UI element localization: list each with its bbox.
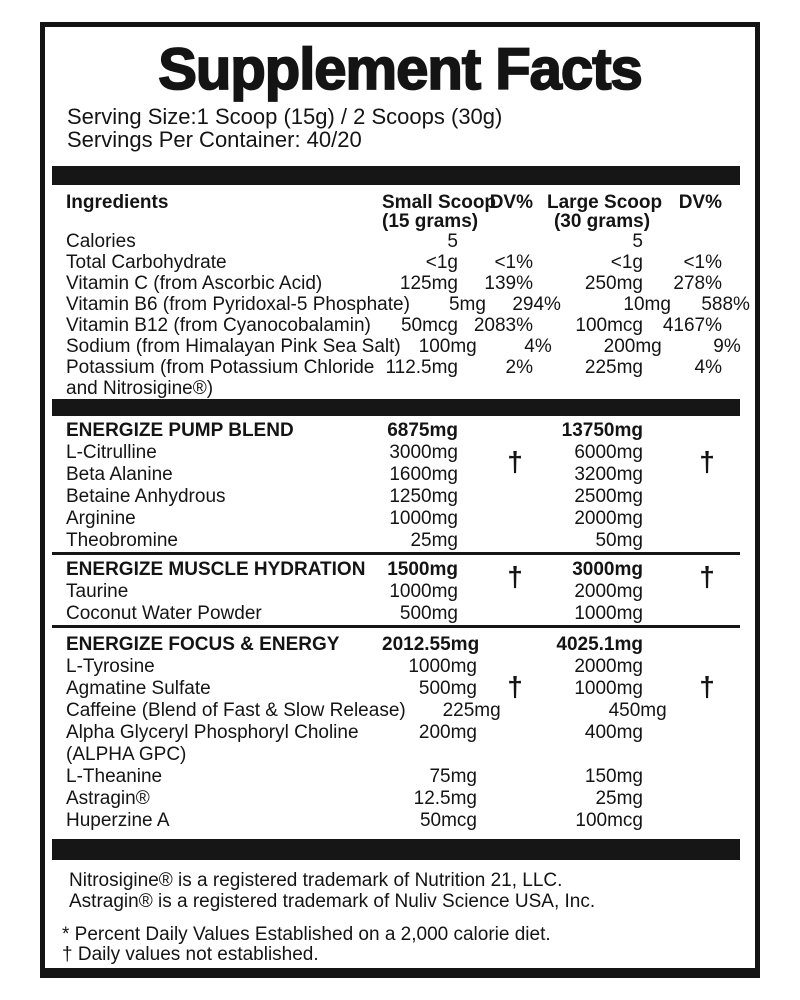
large-scoop-amount: 6000mg	[574, 442, 643, 463]
blend-header-row	[45, 559, 755, 581]
small-scoop-amount: 200mg	[418, 722, 477, 743]
blend-item-row	[45, 508, 755, 530]
small-scoop-amount: 1000mg	[408, 656, 477, 677]
large-scoop-amount: 25mg	[595, 788, 643, 809]
blend-title: ENERGIZE PUMP BLEND	[66, 420, 294, 441]
large-scoop-amount: 1000mg	[574, 678, 643, 699]
table-header-row	[45, 193, 755, 231]
table-row	[45, 336, 755, 357]
small-scoop-amount: 1000mg	[389, 508, 458, 529]
table-row	[45, 252, 755, 273]
small-scoop-dv: 2%	[505, 357, 533, 378]
blend-header-row	[45, 420, 755, 442]
section-divider-bar-bottom	[52, 839, 740, 860]
nutrient-name	[66, 294, 410, 315]
small-scoop-amount: <1g	[425, 252, 458, 273]
blend-item-row	[45, 810, 755, 832]
small-scoop-amount: 1600mg	[389, 464, 458, 485]
blend-small-total: 1500mg	[387, 559, 458, 580]
large-scoop-dv: 4%	[694, 357, 722, 378]
ingredient-name-text: Alpha Glyceryl Phosphoryl Choline	[66, 722, 359, 743]
ingredient-name: L-Citrulline	[66, 442, 157, 463]
nutrient-name-text: Total Carbohydrate	[66, 252, 227, 273]
dagger-icon: †	[507, 446, 523, 477]
blend-item-row	[45, 722, 755, 766]
large-scoop-amount: 2000mg	[574, 581, 643, 602]
nutrient-name-text: Vitamin C (from Ascorbic Acid)	[66, 273, 323, 294]
large-scoop-dv: <1%	[683, 252, 722, 273]
table-row	[45, 273, 755, 294]
ingredient-name: Taurine	[66, 581, 129, 602]
small-scoop-amount: 5	[447, 231, 458, 252]
nutrient-name	[66, 315, 382, 336]
small-scoop-dv: 2083%	[473, 315, 533, 336]
blend-item-row	[45, 486, 755, 508]
nutrient-name	[66, 336, 401, 357]
small-scoop-amount: 100mg	[418, 336, 477, 357]
large-scoop-amount: 50mg	[595, 530, 643, 551]
ingredient-name: Betaine Anhydrous	[66, 486, 226, 507]
large-scoop-amount: 1000mg	[574, 603, 643, 624]
large-scoop-amount: 200mg	[603, 336, 662, 357]
dagger-icon: †	[699, 671, 715, 702]
blend-header-row	[45, 634, 755, 656]
large-scoop-amount: 2500mg	[574, 486, 643, 507]
section-divider-bar-top	[52, 166, 740, 185]
dagger-icon: †	[699, 561, 715, 592]
serving-info	[67, 105, 755, 151]
large-scoop-amount: 225mg	[584, 357, 643, 378]
small-scoop-amount: 225mg	[442, 700, 501, 721]
blend-item-row	[45, 530, 755, 552]
table-row	[45, 357, 755, 399]
ingredient-name: Huperzine A	[66, 810, 170, 831]
small-scoop-amount: 1000mg	[389, 581, 458, 602]
serving-size-line: Serving Size:1 Scoop (15g) / 2 Scoops (30g)	[67, 104, 503, 129]
ingredient-name: Agmatine Sulfate	[66, 678, 211, 699]
blend-item-row	[45, 678, 755, 700]
blend-section-hydration	[45, 555, 755, 625]
large-scoop-amount: 100mcg	[575, 315, 643, 336]
blend-section-focus	[45, 628, 755, 832]
col-header-small-scoop-line2: (15 grams)	[382, 211, 479, 232]
large-scoop-amount: <1g	[610, 252, 643, 273]
col-header-dv-small: DV%	[489, 192, 533, 213]
small-scoop-amount: 1250mg	[389, 486, 458, 507]
small-scoop-amount: 25mg	[410, 530, 458, 551]
blend-item-row	[45, 464, 755, 486]
large-scoop-amount: 100mcg	[575, 810, 643, 831]
blend-small-total: 2012.55mg	[382, 634, 480, 655]
large-scoop-amount: 2000mg	[574, 656, 643, 677]
panel-title: Supplement Facts	[158, 37, 642, 102]
small-scoop-amount: 50mcg	[419, 810, 477, 831]
ingredient-name: Astragin®	[66, 788, 150, 809]
nutrient-name	[66, 231, 382, 252]
section-divider-bar-middle	[52, 399, 740, 416]
table-row	[45, 294, 755, 315]
trademark-line-astragin: Astragin® is a registered trademark of Nuliv Science USA, Inc.	[69, 891, 596, 912]
col-header-large-scoop	[547, 192, 663, 232]
small-scoop-dv: 294%	[512, 294, 561, 315]
trademark-line-nitrosigine: Nitrosigine® is a registered trademark of Nutrition 21, LLC.	[69, 870, 563, 891]
ingredient-name: Arginine	[66, 508, 136, 529]
blend-title: ENERGIZE FOCUS & ENERGY	[66, 634, 340, 655]
blend-item-row	[45, 581, 755, 603]
blend-large-total: 13750mg	[561, 420, 643, 441]
ingredient-name: Beta Alanine	[66, 464, 173, 485]
small-scoop-amount: 5mg	[448, 294, 486, 315]
small-scoop-amount: 125mg	[399, 273, 458, 294]
blend-item-row	[45, 788, 755, 810]
small-scoop-dv: <1%	[494, 252, 533, 273]
blend-item-row	[45, 603, 755, 625]
large-scoop-amount: 10mg	[623, 294, 671, 315]
footnote-percent-dv: * Percent Daily Values Established on a 2,000 calorie diet.	[62, 924, 551, 945]
servings-per-container-line: Servings Per Container: 40/20	[67, 127, 362, 152]
col-header-small-scoop	[382, 192, 497, 232]
nutrient-name-text: Calories	[66, 231, 136, 252]
nutrient-name-text: Potassium (from Potassium Chloride	[66, 357, 375, 378]
nutrient-name-line2: and Nitrosigine®)	[66, 378, 214, 399]
footer	[45, 870, 755, 965]
table-row	[45, 231, 755, 252]
ingredient-name: Theobromine	[66, 530, 178, 551]
large-scoop-dv: 278%	[673, 273, 722, 294]
table-row	[45, 315, 755, 336]
small-scoop-amount: 12.5mg	[413, 788, 477, 809]
trademark-notes	[69, 870, 755, 912]
nutrient-name-text: Vitamin B12 (from Cyanocobalamin)	[66, 315, 371, 336]
blend-large-total: 4025.1mg	[556, 634, 643, 655]
table-header	[45, 193, 755, 231]
blend-item-row	[45, 766, 755, 788]
footnote-dv-not-established: † Daily values not established.	[62, 944, 319, 965]
blend-title: ENERGIZE MUSCLE HYDRATION	[66, 559, 366, 580]
small-scoop-amount: 3000mg	[389, 442, 458, 463]
blend-large-total: 3000mg	[572, 559, 643, 580]
small-scoop-amount: 500mg	[418, 678, 477, 699]
blend-item-row	[45, 656, 755, 678]
small-scoop-dv: 4%	[524, 336, 552, 357]
large-scoop-dv: 4167%	[662, 315, 722, 336]
ingredient-name: L-Tyrosine	[66, 656, 155, 677]
dagger-icon: †	[507, 561, 523, 592]
supplement-facts-panel	[40, 22, 760, 978]
blend-item-row	[45, 700, 755, 722]
col-header-large-scoop-line1: Large Scoop	[547, 192, 663, 213]
small-scoop-amount: 50mcg	[400, 315, 458, 336]
large-scoop-amount: 400mg	[584, 722, 643, 743]
col-header-dv-large: DV%	[678, 192, 722, 213]
ingredient-name: L-Theanine	[66, 766, 163, 787]
nutrient-name	[66, 252, 382, 273]
small-scoop-amount: 75mg	[429, 766, 477, 787]
blend-section-pump	[45, 416, 755, 552]
blend-small-total: 6875mg	[387, 420, 458, 441]
large-scoop-amount: 3200mg	[574, 464, 643, 485]
footnotes	[62, 925, 755, 965]
nutrient-name-text: Vitamin B6 (from Pyridoxal-5 Phosphate)	[66, 294, 410, 315]
ingredient-name: Caffeine (Blend of Fast & Slow Release)	[66, 700, 406, 721]
small-scoop-dv: 139%	[484, 273, 533, 294]
large-scoop-amount: 250mg	[584, 273, 643, 294]
large-scoop-amount: 2000mg	[574, 508, 643, 529]
blend-item-row	[45, 442, 755, 464]
large-scoop-dv: 9%	[713, 336, 741, 357]
large-scoop-amount: 450mg	[608, 700, 667, 721]
large-scoop-amount: 150mg	[584, 766, 643, 787]
nutrient-name	[66, 357, 382, 399]
dagger-icon: †	[699, 446, 715, 477]
large-scoop-amount: 5	[632, 231, 643, 252]
ingredient-name: Coconut Water Powder	[66, 603, 262, 624]
ingredient-name	[66, 722, 382, 766]
nutrient-name-text: Sodium (from Himalayan Pink Sea Salt)	[66, 336, 401, 357]
small-scoop-amount: 112.5mg	[385, 357, 458, 378]
ingredient-name-line2: (ALPHA GPC)	[66, 744, 187, 765]
col-header-small-scoop-line1: Small Scoop	[382, 192, 497, 213]
dagger-icon: †	[507, 671, 523, 702]
col-header-ingredients: Ingredients	[66, 192, 169, 213]
nutrient-name	[66, 273, 382, 294]
small-scoop-amount: 500mg	[399, 603, 458, 624]
nutrients-table	[45, 231, 755, 399]
col-header-large-scoop-line2: (30 grams)	[553, 211, 651, 232]
large-scoop-dv: 588%	[701, 294, 750, 315]
